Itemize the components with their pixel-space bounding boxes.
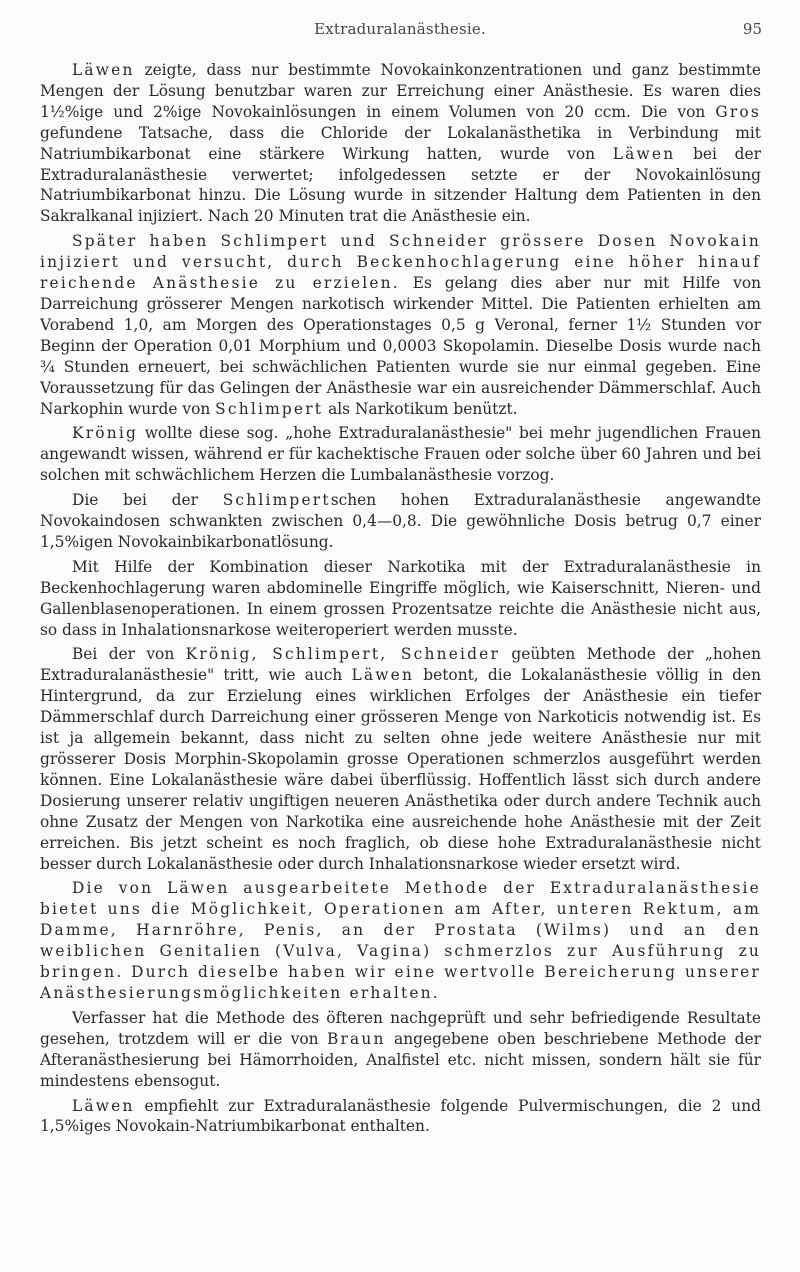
spaced-text-run: Braun	[326, 1029, 386, 1048]
text-run: als Narkotikum benützt.	[323, 399, 518, 418]
spaced-text-run: Später haben Schlimpert und Schneider grössere Dosen Novokain injiziert und versucht, durch Beckenhochlagerung eine höher hinauf reichende Anästhesie zu erzielen.	[40, 232, 761, 293]
paragraph	[40, 1096, 761, 1138]
spaced-text-run: Schlimpert	[215, 399, 324, 418]
spaced-text-run: Läwen	[612, 144, 676, 163]
text-run: Verfasser hat die Methode des öfteren nachgeprüft und sehr befriedigende Resultate gesehen, trotzdem will er die von	[40, 1008, 761, 1048]
body-text	[40, 60, 761, 1141]
text-run: Mit Hilfe der Kombination dieser Narkotika mit der Extraduralanästhesie in Beckenhochlagerung waren abdominelle Eingriffe möglich, wie Kaiserschnitt, Nieren- und Gallenblasenoperationen. In einem grossen Prozentsatze reichte die Anästhesie nicht aus, so dass in Inhalationsnarkose weiteroperiert werden musste.	[40, 557, 761, 639]
paragraph	[40, 231, 761, 419]
paragraph	[40, 878, 761, 1003]
spaced-text-run: Gros	[715, 102, 761, 121]
paragraph	[40, 423, 761, 486]
spaced-text-run: Die von Läwen ausgearbeitete Methode der Extraduralanästhesie bietet uns die Möglichkeit, Operationen am After, unteren Rektum, am Damme, Harnröhre, Penis, an der Prostata (Wilms) und an den weiblichen Genitalien (Vulva, Vagina) schmerzlos zur Ausführung zu bringen. Durch dieselbe haben wir eine wertvolle Bereicherung unserer Anästhesierungsmöglichkeiten erhalten.	[40, 879, 761, 1002]
text-run: betont, die Lokalanästhesie völlig in den Hintergrund, da zur Erzielung eines wirklichen Erfolges der Anästhesie ein tiefer Dämmerschlaf durch Darreichung einer grösseren Menge von Narkoticis notwendig ist. Es ist ja allgemein bekannt, dass nicht zu selten ohne jede weitere Anästhesie nur mit grösserer Dosis Morphin-Skopolamin grosse Operationen schmerzlos ausgeführt werden können. Eine Lokalanästhesie wäre dabei überflüssig. Hoffentlich lässt sich durch andere Dosierung unserer relativ ungiftigen neueren Anästhetika oder durch andere Technik auch ohne Zusatz der Mengen von Narkotika eine ausreichende hohe Anästhesie mit der Zeit erreichen. Bis jetzt scheint es noch fraglich, ob diese hohe Extraduralanästhesie nicht besser durch Lokalanästhesie oder durch Inhalationsnarkose wieder ersetzt wird.	[40, 666, 761, 873]
page-number: 95	[742, 20, 762, 38]
page-header	[0, 20, 800, 44]
paragraph	[40, 557, 761, 641]
text-run: gefundene Tatsache, dass die Chloride der Lokalanästhetika in Verbindung mit Natriumbikarbonat eine stärkere Wirkung hatten, wurde von	[40, 123, 761, 163]
spaced-text-run: Krönig, Schlimpert, Schneider	[185, 645, 501, 664]
spaced-text-run: Schlimpert	[222, 491, 331, 510]
text-run: zeigte, dass nur bestimmte Novokainkonzentrationen und ganz bestimmte Mengen der Lösung benutzbar waren zur Erreichung einer Anästhesie. Es waren dies 1½%ige und 2%ige Novokainlösungen in einem Volumen von 20 ccm. Die von	[40, 61, 761, 121]
text-run: empfiehlt zur Extraduralanästhesie folgende Pulvermischungen, die 2 und 1,5%iges Novokain-Natriumbikarbonat enthalten.	[40, 1096, 761, 1136]
text-run: Bei der von	[72, 645, 186, 664]
text-run: geübten Methode der „hohen Extraduralanästhesie" tritt, wie auch	[40, 645, 761, 685]
paragraph	[40, 644, 761, 874]
paragraph	[40, 1008, 761, 1092]
paragraph	[40, 60, 761, 227]
text-run: bei der Extraduralanästhesie verwertet; infolgedessen setzte er der Novokainlösung Natriumbikarbonat hinzu. Die Lösung wurde in sitzender Haltung dem Patienten in den Sakralkanal injiziert. Nach 20 Minuten trat die Anästhesie ein.	[40, 144, 761, 226]
paragraph	[40, 490, 761, 553]
running-title: Extraduralanästhesie.	[314, 20, 486, 38]
spaced-text-run: Läwen	[72, 61, 135, 79]
spaced-text-run: Krönig	[72, 424, 139, 443]
text-run: Es gelang dies aber nur mit Hilfe von Darreichung grösserer Mengen narkotisch wirkender Mittel. Die Patienten erhielten am Vorabend 1,0, am Morgen des Operationstages 0,5 g Veronal, ferner 1½ Stunden vor Beginn der Operation 0,01 Morphium und 0,0003 Skopolamin. Dieselbe Dosis wurde nach ¾ Stunden erneuert, bei schwächlichen Patienten wurde sie nur einmal gegeben. Eine Voraussetzung für das Gelingen der Anästhesie war ein ausreichender Dämmerschlaf. Auch Narkophin wurde von	[40, 274, 761, 418]
spaced-text-run: Läwen	[351, 666, 415, 685]
text-run: schen hohen Extraduralanästhesie angewandte Novokaindosen schwankten zwischen 0,4—0,8. Die gewöhnliche Dosis betrug 0,7 einer 1,5%igen Novokainbikarbonatlösung.	[40, 491, 761, 551]
spaced-text-run: Läwen	[72, 1096, 135, 1115]
text-run: Die bei der	[72, 491, 223, 510]
text-run: angegebene oben beschriebene Methode der Afteranästhesierung bei Hämorrhoiden, Analfistel etc. nicht missen, sondern hält sie für mindestens ebensogut.	[40, 1029, 761, 1090]
text-run: wollte diese sog. „hohe Extraduralanästhesie" bei mehr jugendlichen Frauen angewandt wissen, während er für kachektische Frauen oder solche über 60 Jahren und bei solchen mit schwächlichem Herzen die Lumbalanästhesie vorzog.	[40, 424, 761, 485]
